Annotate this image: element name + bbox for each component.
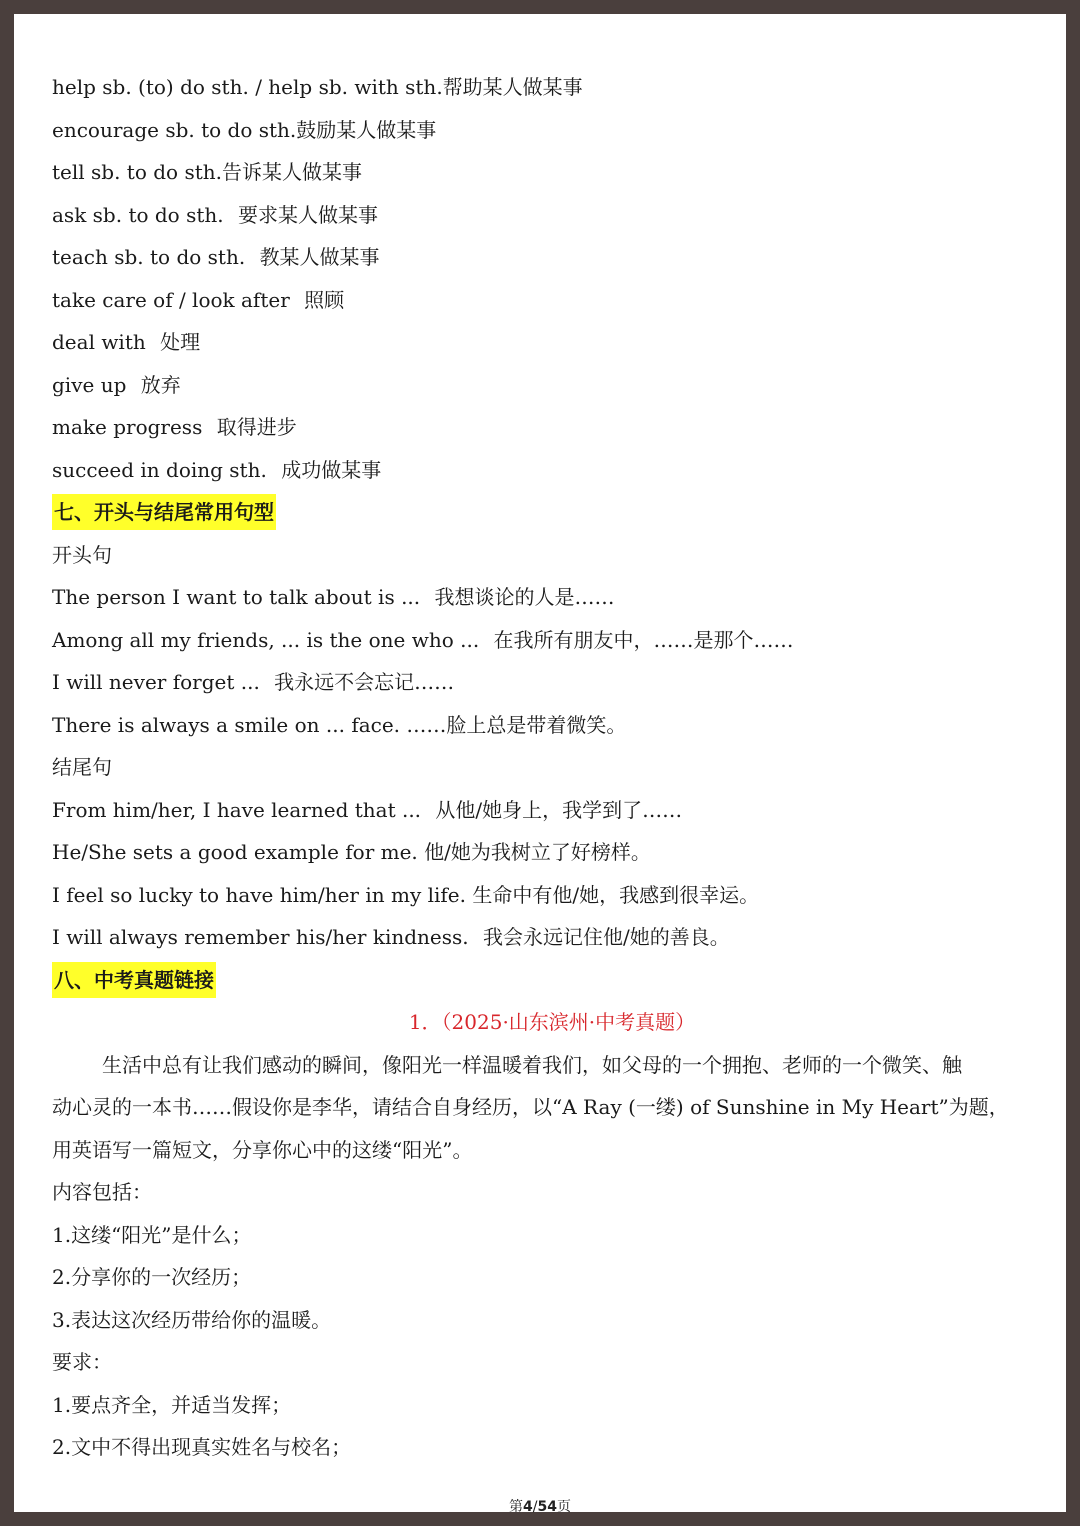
sentence-line: Among all my friends, ... is the one who ... 在我所有朋友中，……是那个……	[52, 627, 794, 652]
page-content	[52, 66, 1042, 1469]
requirement-item: 1.要点齐全，并适当发挥；	[52, 1392, 292, 1417]
section-heading	[52, 959, 1042, 1002]
phrase-line: ask sb. to do sth. 要求某人做某事	[52, 202, 378, 227]
document-page	[14, 14, 1066, 1515]
sentence-line: I will never forget ... 我永远不会忘记……	[52, 670, 455, 694]
prompt-line: 生活中总有让我们感动的瞬间，像阳光一样温暖着我们，如父母的一个拥抱、老师的一个微笑、触	[102, 1052, 962, 1077]
section-8-heading: 八、中考真题链接	[52, 962, 216, 998]
phrase-line: succeed in doing sth. 成功做某事	[52, 457, 382, 482]
content-item: 3.表达这次经历带给你的温暖。	[52, 1307, 332, 1332]
phrase-line: tell sb. to do sth.告诉某人做某事	[52, 160, 362, 184]
phrase-line: take care of / look after 照顾	[52, 287, 345, 312]
sentence-line: There is always a smile on ... face. ……脸上总是带着微笑。	[52, 712, 627, 737]
section-7-heading: 七、开头与结尾常用句型	[52, 494, 276, 530]
requirements-label: 要求：	[52, 1350, 112, 1374]
page-number: 第4/54页	[509, 1499, 571, 1515]
closing-label: 结尾句	[52, 755, 112, 779]
phrase-line: give up 放弃	[52, 372, 181, 397]
prompt-line: 用英语写一篇短文，分享你心中的这缕“阳光”。	[52, 1137, 473, 1162]
phrase-line: encourage sb. to do sth.鼓励某人做某事	[52, 117, 437, 142]
sentence-line: I will always remember his/her kindness. 我会永远记住他/她的善良。	[52, 925, 730, 949]
opening-label: 开头句	[52, 542, 112, 567]
question-title: 1．（2025·山东滨州·中考真题）	[408, 1010, 696, 1034]
content-item: 1.这缕“阳光”是什么；	[52, 1222, 252, 1247]
prompt-line: 动心灵的一本书……假设你是李华，请结合自身经历，以“A Ray (一缕) of Sunshine in My Heart”为题，	[52, 1095, 1009, 1119]
requirement-item: 2.文中不得出现真实姓名与校名；	[52, 1435, 352, 1459]
section-heading	[52, 491, 1042, 534]
phrase-line: make progress 取得进步	[52, 415, 297, 439]
sentence-line: I feel so lucky to have him/her in my life. 生命中有他/她，我感到很幸运。	[52, 882, 760, 907]
content-label: 内容包括：	[52, 1180, 152, 1204]
content-item: 2.分享你的一次经历；	[52, 1265, 252, 1289]
sentence-line: The person I want to talk about is ... 我想谈论的人是……	[52, 585, 615, 609]
sentence-line: From him/her, I have learned that ... 从他/她身上，我学到了……	[52, 797, 683, 822]
phrase-line: help sb. (to) do sth. / help sb. with sth.帮助某人做某事	[52, 75, 583, 99]
sentence-line: He/She sets a good example for me. 他/她为我树立了好榜样。	[52, 840, 651, 864]
phrase-line: deal with 处理	[52, 330, 201, 354]
phrase-line: teach sb. to do sth. 教某人做某事	[52, 245, 380, 269]
